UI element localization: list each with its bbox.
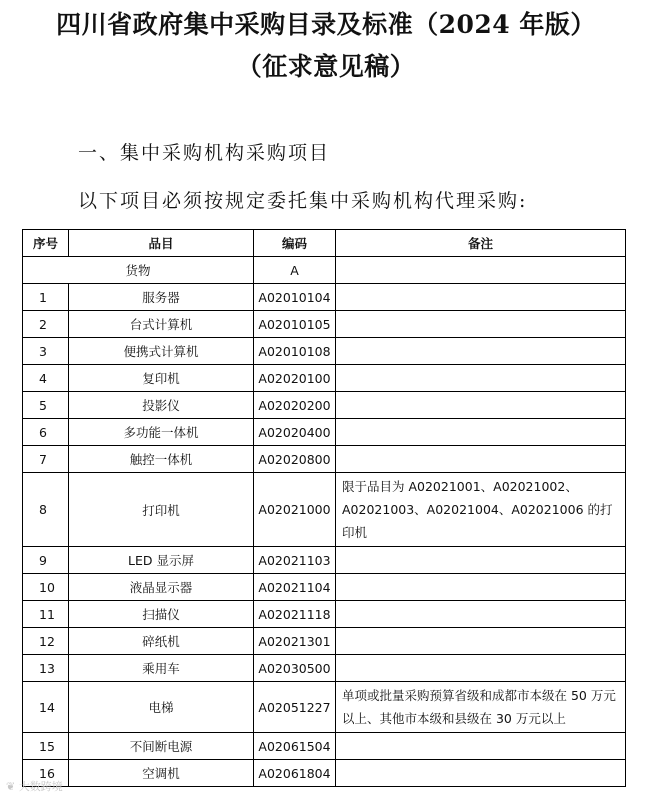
header-no: 序号	[23, 230, 69, 257]
row-code: A02010105	[254, 311, 336, 338]
row-note	[336, 365, 626, 392]
row-code: A02021103	[254, 547, 336, 574]
table-header-row	[23, 230, 626, 257]
category-row	[23, 257, 626, 284]
row-name: 触控一体机	[69, 446, 254, 473]
table-row	[23, 311, 626, 338]
row-note	[336, 311, 626, 338]
header-name: 品目	[69, 230, 254, 257]
row-name: 碎纸机	[69, 628, 254, 655]
row-no: 8	[23, 473, 69, 547]
row-no: 2	[23, 311, 69, 338]
table-row	[23, 733, 626, 760]
row-code: A02021000	[254, 473, 336, 547]
row-code: A02020400	[254, 419, 336, 446]
row-name: 打印机	[69, 473, 254, 547]
row-code: A02061504	[254, 733, 336, 760]
table-row	[23, 365, 626, 392]
procurement-table	[22, 229, 626, 787]
row-note	[336, 547, 626, 574]
row-note	[336, 338, 626, 365]
header-code: 编码	[254, 230, 336, 257]
header-note: 备注	[336, 230, 626, 257]
row-name: 台式计算机	[69, 311, 254, 338]
row-name: 不间断电源	[69, 733, 254, 760]
row-name: 投影仪	[69, 392, 254, 419]
watermark-text: 大数跨境	[18, 780, 63, 793]
category-name: 货物	[23, 257, 254, 284]
category-code: A	[254, 257, 336, 284]
document-title: 四川省政府集中采购目录及标准（2024 年版）	[56, 10, 596, 39]
row-no: 4	[23, 365, 69, 392]
row-no: 6	[23, 419, 69, 446]
category-note	[336, 257, 626, 284]
table-row	[23, 446, 626, 473]
row-note	[336, 655, 626, 682]
row-note: 限于品目为 A02021001、A02021002、A02021003、A02021004、A02021006 的打印机	[336, 473, 626, 547]
table-row	[23, 760, 626, 787]
row-no: 1	[23, 284, 69, 311]
row-code: A02020100	[254, 365, 336, 392]
intro-text: 以下项目必须按规定委托集中采购机构代理采购:	[78, 190, 528, 212]
row-name: 多功能一体机	[69, 419, 254, 446]
row-no: 9	[23, 547, 69, 574]
row-no: 15	[23, 733, 69, 760]
table-row	[23, 601, 626, 628]
row-name: LED 显示屏	[69, 547, 254, 574]
document-subtitle: （征求意见稿）	[236, 52, 416, 81]
row-no: 7	[23, 446, 69, 473]
table-row	[23, 628, 626, 655]
row-code: A02020200	[254, 392, 336, 419]
row-name: 扫描仪	[69, 601, 254, 628]
row-name: 电梯	[69, 682, 254, 733]
row-code: A02021301	[254, 628, 336, 655]
row-note	[336, 601, 626, 628]
row-code: A02051227	[254, 682, 336, 733]
table-row	[23, 392, 626, 419]
row-no: 10	[23, 574, 69, 601]
row-code: A02021118	[254, 601, 336, 628]
row-note	[336, 446, 626, 473]
row-code: A02030500	[254, 655, 336, 682]
row-note	[336, 392, 626, 419]
row-note: 单项或批量采购预算省级和成都市本级在 50 万元以上、其他市本级和县级在 30 万元以上	[336, 682, 626, 733]
row-name: 便携式计算机	[69, 338, 254, 365]
row-code: A02020800	[254, 446, 336, 473]
row-code: A02010108	[254, 338, 336, 365]
row-name: 空调机	[69, 760, 254, 787]
row-code: A02021104	[254, 574, 336, 601]
section-heading: 一、集中采购机构采购项目	[78, 142, 331, 164]
row-no: 5	[23, 392, 69, 419]
table-row	[23, 655, 626, 682]
table-row	[23, 419, 626, 446]
row-no: 14	[23, 682, 69, 733]
row-note	[336, 284, 626, 311]
table-row	[23, 682, 626, 733]
table-row	[23, 284, 626, 311]
table-row	[23, 473, 626, 547]
row-note	[336, 760, 626, 787]
table-row	[23, 338, 626, 365]
row-code: A02061804	[254, 760, 336, 787]
row-no: 3	[23, 338, 69, 365]
row-note	[336, 574, 626, 601]
watermark-logo: ❦ 大数跨境	[6, 780, 63, 793]
row-note	[336, 419, 626, 446]
row-no: 12	[23, 628, 69, 655]
table-row	[23, 547, 626, 574]
row-note	[336, 628, 626, 655]
row-name: 乘用车	[69, 655, 254, 682]
table-row	[23, 574, 626, 601]
row-no: 11	[23, 601, 69, 628]
row-name: 液晶显示器	[69, 574, 254, 601]
row-name: 服务器	[69, 284, 254, 311]
row-name: 复印机	[69, 365, 254, 392]
row-code: A02010104	[254, 284, 336, 311]
row-no: 16	[23, 760, 69, 787]
row-note	[336, 733, 626, 760]
row-no: 13	[23, 655, 69, 682]
